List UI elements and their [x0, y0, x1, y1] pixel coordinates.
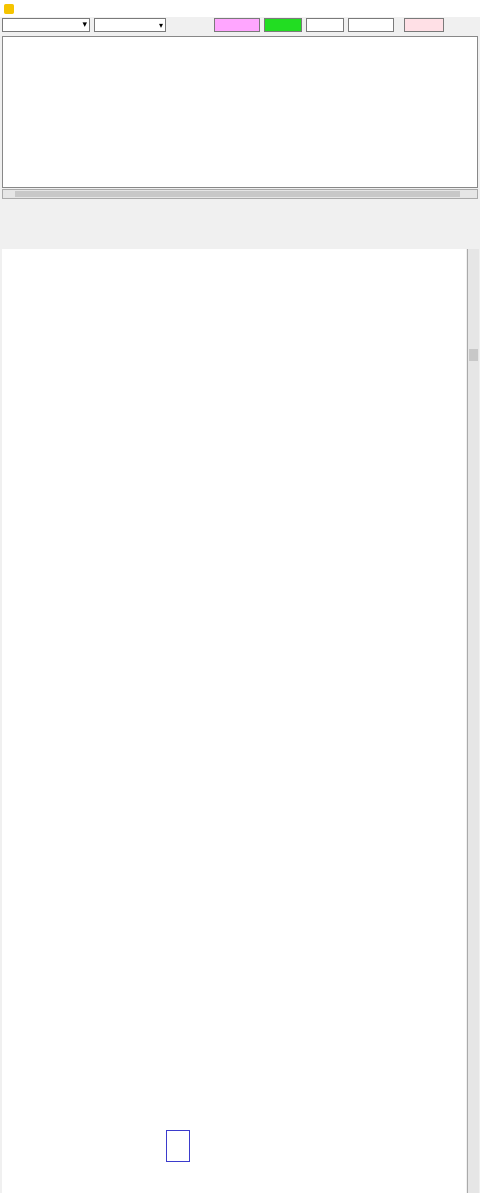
title-bar	[0, 0, 480, 17]
chart-scrollbar[interactable]	[2, 189, 478, 199]
menu-button[interactable]	[214, 18, 260, 32]
toolbar	[0, 17, 480, 33]
grid-scrollbar[interactable]	[467, 249, 479, 1193]
load-50-days-button[interactable]	[264, 18, 302, 32]
chart-scroll-thumb[interactable]	[15, 191, 460, 197]
option-chain-grid[interactable]	[2, 249, 466, 1193]
date-picker[interactable]	[2, 18, 90, 32]
calendar-dropdown-icon[interactable]: ▾	[82, 20, 87, 30]
grid-scroll-thumb[interactable]	[469, 349, 478, 361]
sq-table-button[interactable]	[348, 18, 394, 32]
app-icon	[4, 4, 14, 14]
chevron-down-icon[interactable]: ▾	[158, 20, 163, 30]
chart-svg	[3, 37, 477, 187]
price-chart[interactable]	[2, 36, 478, 188]
symbol-combo[interactable]	[94, 18, 166, 32]
load-all-button[interactable]	[306, 18, 344, 32]
close-button[interactable]	[404, 18, 444, 32]
